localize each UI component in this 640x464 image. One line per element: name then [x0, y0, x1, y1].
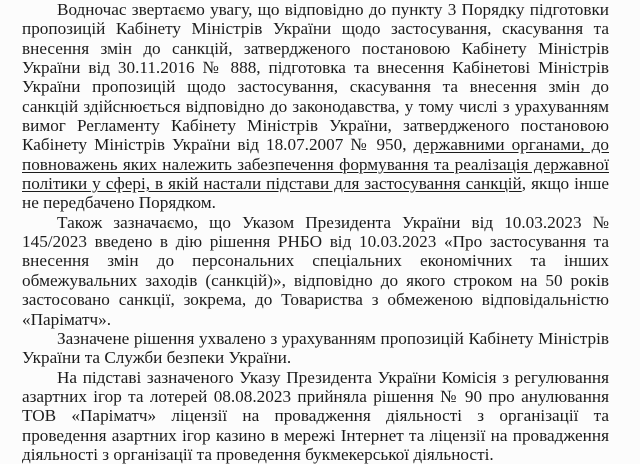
paragraph-presidential-decree: Також зазначаємо, що Указом Президента України від 10.03.2023 № 145/2023 введено в дію рішення РНБО від 10.03.2023 «Про застосування та внесення змін до персональних спеціальних економічних та інших обмежувальних заходів (санкцій)», відповідно до якого строком на 50 років застосовано санкції, зокрема, до Товариства з обмеженою відповідальністю «Паріматч». — [22, 212, 609, 329]
paragraph-decision-approved: Зазначене рішення ухвалено з урахуванням пропозицій Кабінету Міністрів України та Служби безпеки України. — [22, 328, 609, 368]
document-page — [22, 0, 609, 464]
paragraph-sanctions-procedure — [22, 0, 609, 213]
paragraph-text: , якщо інше не передбачено Порядком. — [22, 174, 609, 213]
underlined-text: державними органами, до повноважень яких належить забезпечення формування та реалізація державної політики у сфері, в якій настали підстави для застосування санкцій — [22, 135, 609, 194]
paragraph-text: Водночас звертаємо увагу, що відповідно до пункту 3 Порядку підготовки пропозицій Кабінету Міністрів України щодо застосування, скасування та внесення змін до санкцій, затвердженого постановою Кабінету Міністрів України від 30.11.2016 № 888, підготовка та внесення Кабінетові Міністрів України пропозицій щодо застосування, скасування та внесення змін до санкцій здійснюється відповідно до законодавства, у тому числі з урахуванням вимог Регламенту Кабінету Міністрів України, затвердженого постановою Кабінету Міністрів України від 18.07.2007 № 950, — [22, 0, 609, 155]
paragraph-license-revocation: На підставі зазначеного Указу Президента України Комісія з регулювання азартних ігор та лотерей 08.08.2023 прийняла рішення № 90 про анулювання ТОВ «Паріматч» ліцензії на провадження діяльності з організації та проведення азартних ігор казино в мережі Інтернет та ліцензії на провадження діяльності з організації та проведення букмекерської діяльності. — [22, 367, 609, 464]
